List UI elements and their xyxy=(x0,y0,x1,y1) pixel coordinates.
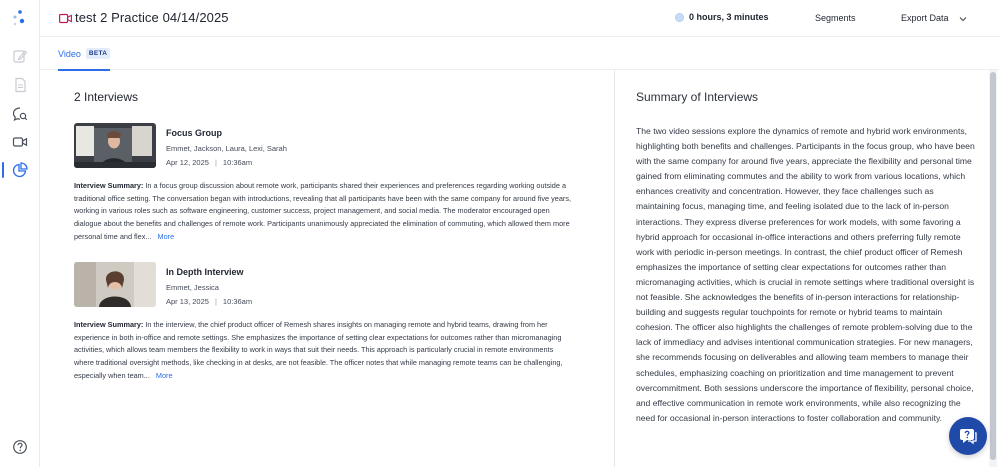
summary-panel xyxy=(616,70,1000,467)
interview-name[interactable]: In Depth Interview xyxy=(166,267,244,277)
help-circle-icon xyxy=(12,439,28,455)
video-thumbnail[interactable] xyxy=(74,123,156,168)
edit-icon xyxy=(12,48,28,64)
export-data-label: Export Data xyxy=(901,13,949,23)
chat-search-icon xyxy=(12,106,28,122)
support-chat-button[interactable] xyxy=(949,417,987,455)
interview-summary-text: In a focus group discussion about remote work, participants shared their experiences and preferences regarding working outside a traditional office setting. The conversation began with introductions, revealing that all participants have been with the same company for around five years, working in various roles such as software engineering, customer success, project management, and social media. The moderator encouraged open dialogue about the benefits and challenges of remote work. Participants unanimously appreciated the elimination of commuting, which allowed them more personal time and flex... xyxy=(74,181,572,241)
video-thumbnail-image xyxy=(74,123,156,168)
tab-bar xyxy=(40,37,1000,70)
left-rail xyxy=(0,0,40,467)
interviews-count-title: 2 Interviews xyxy=(74,90,139,104)
nav-document[interactable] xyxy=(0,75,40,95)
nav-video[interactable] xyxy=(0,132,40,152)
tab-video[interactable] xyxy=(58,37,110,70)
summary-title: Summary of Interviews xyxy=(636,90,759,104)
beta-badge: BETA xyxy=(86,48,110,59)
tab-video-label: Video xyxy=(58,48,81,59)
video-icon xyxy=(12,134,28,150)
top-header xyxy=(40,0,1000,37)
interview-participants: Emmet, Jackson, Laura, Lexi, Sarah xyxy=(166,144,287,153)
interview-time: 10:36am xyxy=(222,158,253,167)
nav-edit[interactable] xyxy=(0,46,40,66)
interview-summary-label: Interview Summary: xyxy=(74,181,144,190)
more-link[interactable]: More xyxy=(155,370,173,380)
more-link[interactable]: More xyxy=(157,231,175,241)
meta-separator: | xyxy=(214,158,217,167)
segments-button[interactable]: Segments xyxy=(815,13,856,23)
nav-analysis[interactable] xyxy=(0,160,40,180)
nav-help[interactable] xyxy=(0,437,40,457)
video-session-icon xyxy=(59,13,72,24)
interview-date: Apr 13, 2025 xyxy=(166,297,209,306)
duration-text: 0 hours, 3 minutes xyxy=(689,12,769,22)
interview-date: Apr 12, 2025 xyxy=(166,158,209,167)
meta-separator: | xyxy=(214,297,217,306)
clock-dot-icon xyxy=(675,13,684,22)
interview-summary-text: In the interview, the chief product officer of Remesh shares insights on managing remote and hybrid teams, drawing from her experience in both in-office and remote settings. She emphasizes the importance of setting clear expectations for outcomes rather than micromanaging activities, which allows team members the flexibility to work in ways that suit their needs. This approach is particularly crucial in remote environments where traditional oversight methods, like checking in at desks, are not feasible. The officer notes that while managing remote teams can be challenging, especially when team... xyxy=(74,320,563,380)
chevron-down-icon xyxy=(959,15,967,23)
pie-chart-icon xyxy=(12,162,28,178)
export-data-button[interactable] xyxy=(901,13,967,23)
document-icon xyxy=(12,77,28,93)
duration-indicator xyxy=(675,12,769,22)
interview-meta xyxy=(166,297,252,306)
summary-scrollbar[interactable] xyxy=(989,70,997,467)
interview-summary xyxy=(74,319,574,383)
support-chat-icon xyxy=(958,426,978,446)
page-title: test 2 Practice 04/14/2025 xyxy=(75,10,229,25)
interview-participants: Emmet, Jessica xyxy=(166,283,219,292)
interview-summary-label: Interview Summary: xyxy=(74,320,144,329)
interview-meta xyxy=(166,158,252,167)
scrollbar-thumb[interactable] xyxy=(990,72,996,460)
video-thumbnail-image xyxy=(74,262,156,307)
video-thumbnail[interactable] xyxy=(74,262,156,307)
logo-dots-icon[interactable] xyxy=(11,9,29,27)
interview-summary xyxy=(74,180,574,244)
summary-body: The two video sessions explore the dynamics of remote and hybrid work environments, highlighting both benefits and challenges. Participants in the focus group, who have been with the same company for around five years, appreciate the flexibility and personal time gained from eliminating commutes and the ability to work from various locations, which enhances creativity and concentration. However, they face challenges such as maintaining focus, managing time, and feeling isolated due to the lack of in-person interactions. They express diverse preferences for work models, with some favoring a hybrid approach for occasional in-office interactions and others preferring fully remote work with periodic in-person meetings. In contrast, the chief product officer of Remesh emphasizes the importance of setting clear expectations for outcomes rather than micromanaging activities, which is crucial in remote settings where traditional oversight is not feasible. She acknowledges the benefits of in-person interactions for relationship-building and suggests regular touchpoints for remote or hybrid teams to maintain cohesion. The officer also highlights the challenges of remote problem-solving due to the lack of immediacy and advises intentional communication strategies. For new managers, she recommends focusing on deliverables and allowing team members to manage their schedules, emphasizing coaching on prioritization and time management to prevent overcommitment. Both sessions underscore the importance of flexibility, personal choice, and effective communication in remote work environments, while also recognizing the need for occasional in-person interactions to foster collaboration and community. xyxy=(636,126,975,423)
interview-time: 10:36am xyxy=(222,297,253,306)
nav-chat-search[interactable] xyxy=(0,104,40,124)
interviews-panel xyxy=(40,70,615,467)
interview-name[interactable]: Focus Group xyxy=(166,128,222,138)
